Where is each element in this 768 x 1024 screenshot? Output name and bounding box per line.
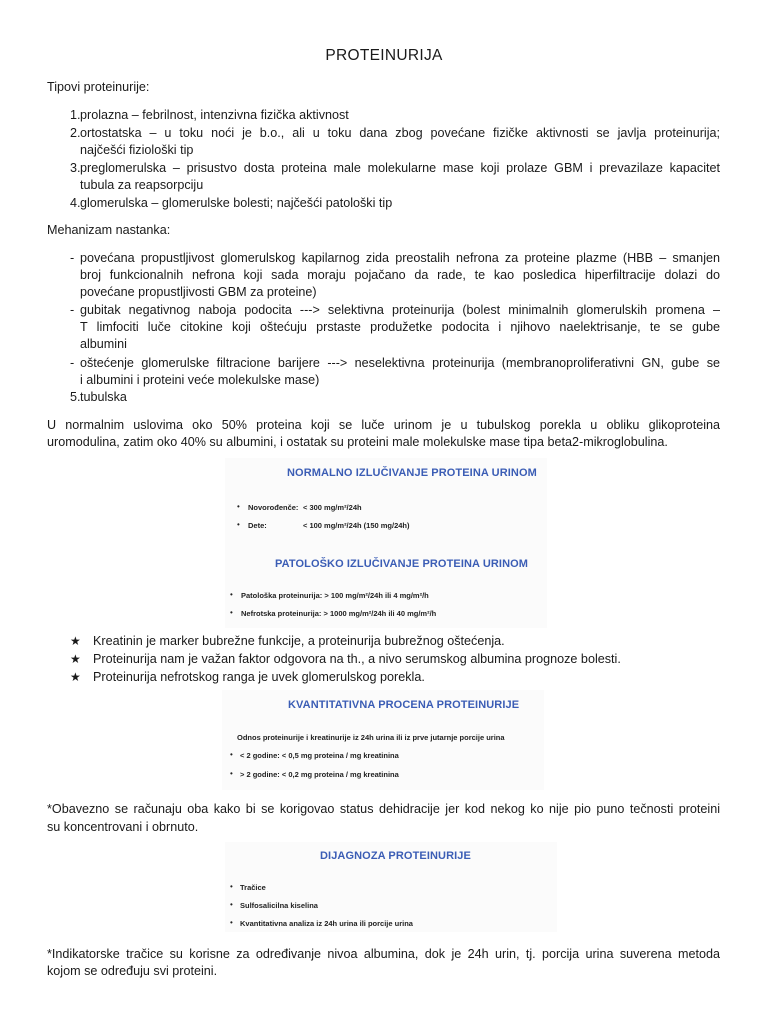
paragraph-line: uromodulina, zatim oko 40% su albumini, i ostatak su proteini male molekulske mase tipa beta2-mikroglobulina. bbox=[47, 435, 668, 449]
list-item: prolazna – febrilnost, intenzivna fizička aktivnost bbox=[80, 108, 349, 122]
bullet-icon: • bbox=[230, 882, 233, 891]
mehanizam-heading: Mehanizam nastanka: bbox=[47, 223, 171, 237]
list-item-line: povećane propustljivosti GBM za proteine) bbox=[80, 285, 317, 299]
bullet-icon: • bbox=[230, 608, 233, 617]
bullet-icon: • bbox=[237, 520, 240, 529]
figure-quantitative-assessment bbox=[222, 690, 544, 790]
list-item-line: najčešći fiziološki tip bbox=[80, 143, 194, 157]
star-item: Proteinurija nam je važan faktor odgovora na th., a nivo serumskog albumina prognoze bolesti. bbox=[93, 652, 621, 666]
list-item-line: ortostatska – u toku noći je b.o., ali u toku dana zbog povećane fizičke aktivnosti se javlja proteinurija; bbox=[80, 126, 720, 140]
note-line: su koncentrovani i obrnuto. bbox=[47, 820, 199, 834]
figure-row-label: Dete: bbox=[248, 521, 267, 530]
figure-row: Nefrotska proteinurija: > 1000 mg/m²/24h ili 40 mg/m²/h bbox=[241, 609, 437, 618]
star-item: Proteinurija nefrotskog ranga je uvek glomerulskog porekla. bbox=[93, 670, 425, 684]
list-marker: - bbox=[70, 303, 75, 317]
paragraph-line: U normalnim uslovima oko 50% proteina koji se luče urinom je u tubulskog porekla u obliku glikoproteina bbox=[47, 418, 720, 432]
figure-title: NORMALNO IZLUČIVANJE PROTEINA URINOM bbox=[287, 467, 537, 479]
note-line: *Obavezno se računaju oba kako bi se korigovao status dehidracije jer kod nekog ko nije pio puno tečnosti proteini bbox=[47, 802, 720, 816]
bullet-icon: • bbox=[230, 900, 233, 909]
list-item-line: gubitak negativnog naboja podocita ---> selektivna proteinurija (bolest minimalnih glomerulskih promena – bbox=[80, 303, 720, 317]
list-item-line: preglomerulska – prisustvo dosta proteina male molekularne mase koji prolaze GBM i prevazilaze kapacitet bbox=[80, 161, 720, 175]
note-line: *Indikatorske tračice su korisne za određivanje nivoa albumina, dok je 24h urin, tj. porcija urina suverena metoda bbox=[47, 947, 720, 961]
figure-row: Kvantitativna analiza iz 24h urina ili porcije urina bbox=[240, 919, 413, 928]
figure-title: DIJAGNOZA PROTEINURIJE bbox=[320, 850, 471, 862]
figure-row: Sulfosalicilna kiselina bbox=[240, 901, 318, 910]
list-item-line: oštećenje glomerulske filtracione barijere ---> neselektivna proteinurija (membranoproliferativni GN, gube se bbox=[80, 356, 720, 370]
figure-title: KVANTITATIVNA PROCENA PROTEINURIJE bbox=[288, 699, 520, 711]
note-line: kojom se određuju svi proteini. bbox=[47, 964, 218, 978]
star-icon: ★ bbox=[70, 670, 81, 684]
figure-row: < 2 godine: < 0,5 mg proteina / mg kreatinina bbox=[240, 751, 399, 760]
list-item-line: albumini bbox=[80, 337, 127, 351]
list-marker: 5. bbox=[70, 390, 81, 404]
bullet-icon: • bbox=[230, 750, 233, 759]
list-item-line: T limfociti luče citokine koji oštećuju prstaste produžetke podocita i njihovo naelektrisanje, te se gube bbox=[80, 320, 720, 334]
list-item-line: broj funkcionalnih nefrona koji sada moraju pojačano da rade, te kao posledica hiperfiltracije dolazi do bbox=[80, 268, 720, 282]
bullet-icon: • bbox=[237, 502, 240, 511]
star-icon: ★ bbox=[70, 634, 81, 648]
bullet-icon: • bbox=[230, 769, 233, 778]
bullet-icon: • bbox=[230, 590, 233, 599]
figure-row: Tračice bbox=[240, 883, 266, 892]
figure-row-value: < 100 mg/m²/24h (150 mg/24h) bbox=[303, 521, 410, 530]
list-item: tubulska bbox=[80, 390, 127, 404]
figure-protein-excretion bbox=[225, 458, 547, 628]
star-item: Kreatinin je marker bubrežne funkcije, a proteinurija bubrežnog oštećenja. bbox=[93, 634, 505, 648]
list-item-line: povećana propustljivost glomerulskog kapilarnog zida preostalih nefrona za proteine plazme (HBB – smanjen bbox=[80, 251, 720, 265]
list-item-line: i albumini i proteini veće molekulske mase) bbox=[80, 373, 320, 387]
figure-intro: Odnos proteinurije i kreatinurije iz 24h urina ili iz prve jutarnje porcije urina bbox=[237, 733, 505, 742]
star-icon: ★ bbox=[70, 652, 81, 666]
figure-row-label: Novorođenče: bbox=[248, 503, 299, 512]
bullet-icon: • bbox=[230, 918, 233, 927]
figure-row: Patološka proteinurija: > 100 mg/m²/24h ili 4 mg/m²/h bbox=[241, 591, 429, 600]
list-item: glomerulska – glomerulske bolesti; najčešći patološki tip bbox=[80, 196, 393, 210]
list-marker: 4. bbox=[70, 196, 81, 210]
list-item-line: tubula za reapsorpciju bbox=[80, 178, 204, 192]
tipovi-heading: Tipovi proteinurije: bbox=[47, 80, 150, 94]
list-marker: 3. bbox=[70, 161, 81, 175]
figure-title: PATOLOŠKO IZLUČIVANJE PROTEINA URINOM bbox=[275, 558, 529, 570]
figure-row: > 2 godine: < 0,2 mg proteina / mg kreatinina bbox=[240, 770, 399, 779]
figure-row-value: < 300 mg/m²/24h bbox=[303, 503, 362, 512]
figure-diagnosis bbox=[225, 842, 557, 932]
list-marker: 2. bbox=[70, 126, 81, 140]
list-marker: - bbox=[70, 251, 75, 265]
list-marker: - bbox=[70, 356, 75, 370]
list-marker: 1. bbox=[70, 108, 81, 122]
page-title: PROTEINURIJA bbox=[325, 47, 443, 64]
